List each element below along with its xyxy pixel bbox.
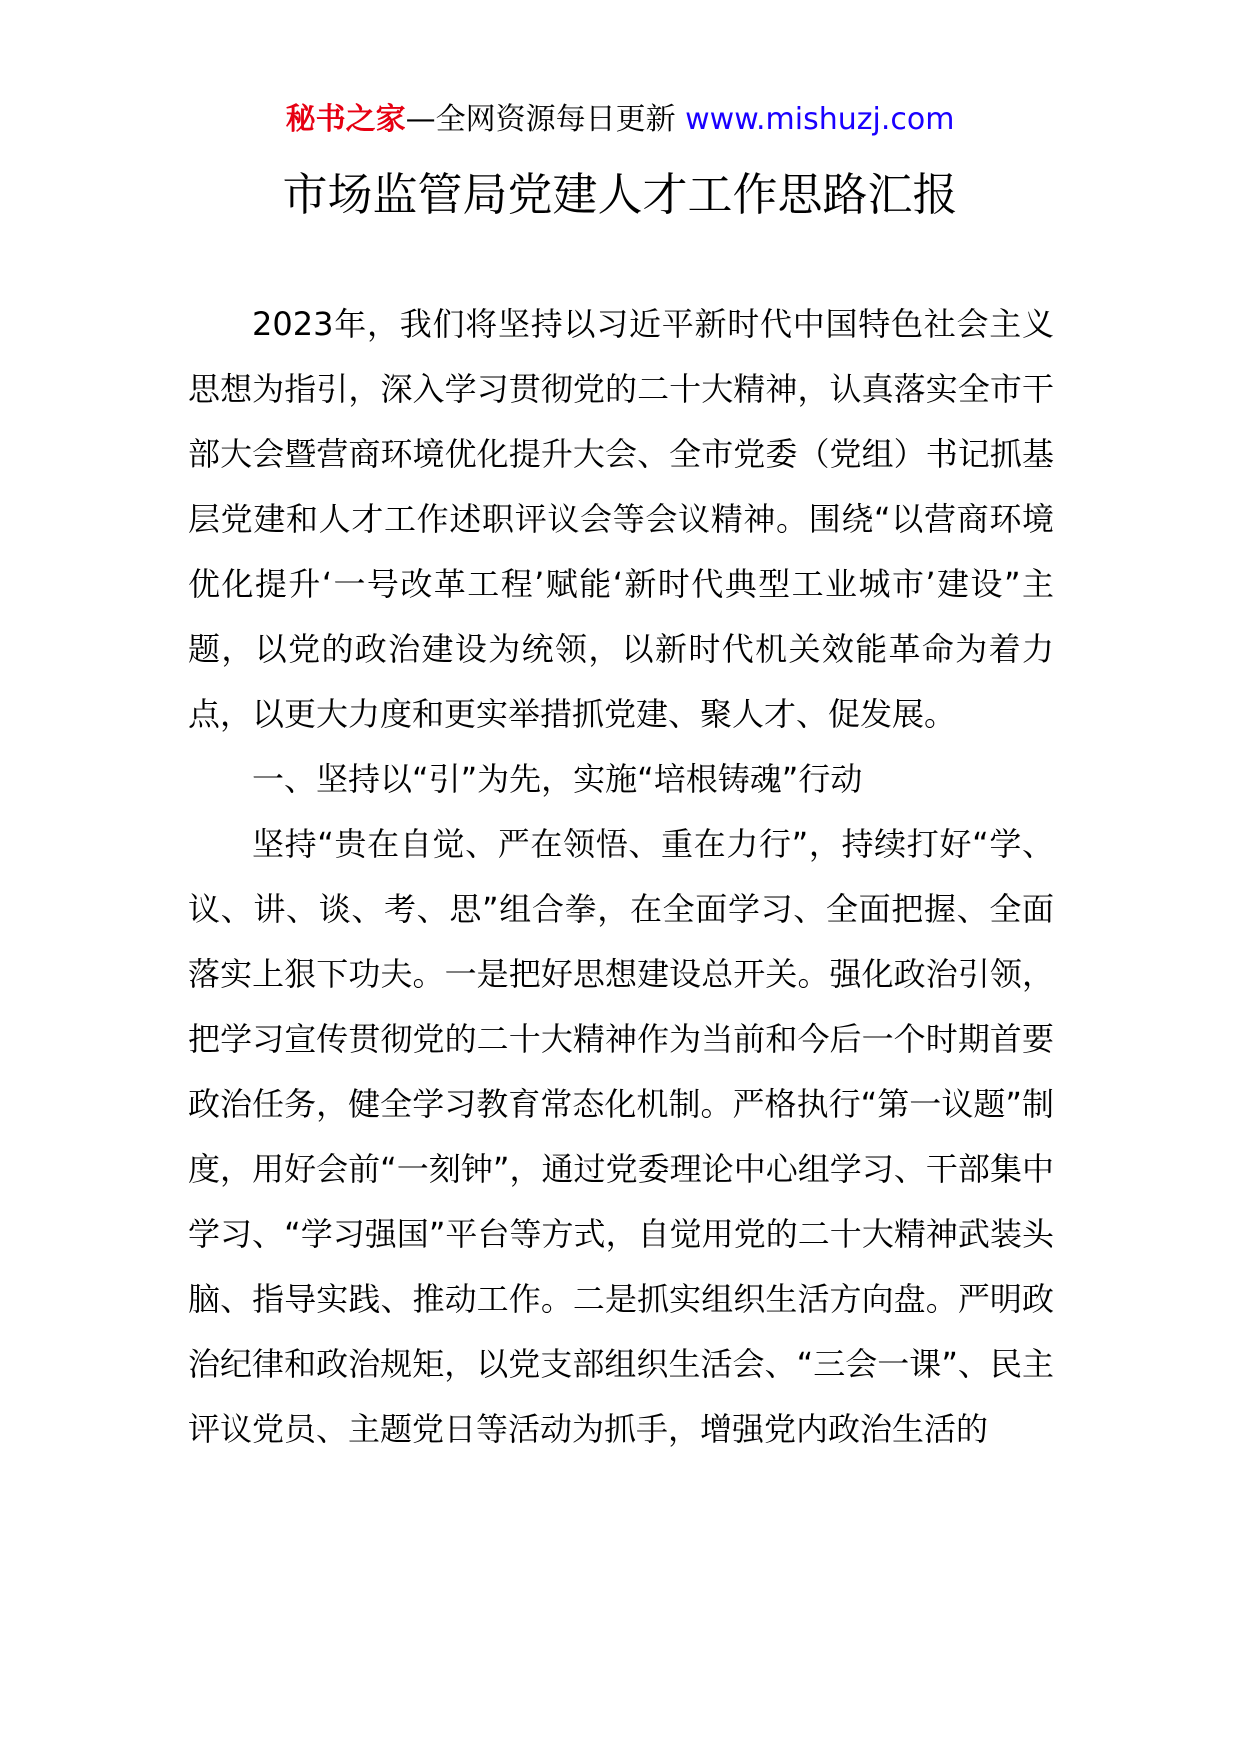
document-title: 市场监管局党建人才工作思路汇报 — [282, 168, 958, 221]
paragraph-intro: 2023年，我们将坚持以习近平新时代中国特色社会主义思想为指引，深入学习贯彻党的二十大精神，认真落实全市干部大会暨营商环境优化提升大会、全市党委（党组）书记抓基层党建和人才工作述职评议会等会议精神。围绕“以营商环境优化提升‘一号改革工程’赋能‘新时代典型工业城市’建设”主题，以党的政治建设为统领，以新时代机关效能革命为着力点，以更大力度和更实举措抓党建、聚人才、促发展。 — [188, 305, 1054, 733]
section-heading-1: 一、坚持以“引”为先，实施“培根铸魂”行动 — [252, 760, 863, 798]
header-tagline: —全网资源每日更新 — [405, 102, 686, 137]
site-header — [0, 100, 1240, 140]
paragraph-section-1: 坚持“贵在自觉、严在领悟、重在力行”，持续打好“学、议、讲、谈、考、思”组合拳，在全面学习、全面把握、全面落实上狠下功夫。一是把好思想建设总开关。强化政治引领，把学习宣传贯彻党的二十大精神作为当前和今后一个时期首要政治任务，健全学习教育常态化机制。严格执行“第一议题”制度，用好会前“一刻钟”，通过党委理论中心组学习、干部集中学习、“学习强国”平台等方式，自觉用党的二十大精神武装头脑、指导实践、推动工作。二是抓实组织生活方向盘。严明政治纪律和政治规矩，以党支部组织生活会、“三会一课”、民主评议党员、主题党日等活动为抓手，增强党内政治生活的 — [188, 825, 1054, 1448]
brand-name: 秘书之家 — [285, 102, 406, 137]
site-url-link[interactable]: www.mishuzj.com — [685, 102, 955, 137]
document-body — [188, 292, 1054, 1462]
